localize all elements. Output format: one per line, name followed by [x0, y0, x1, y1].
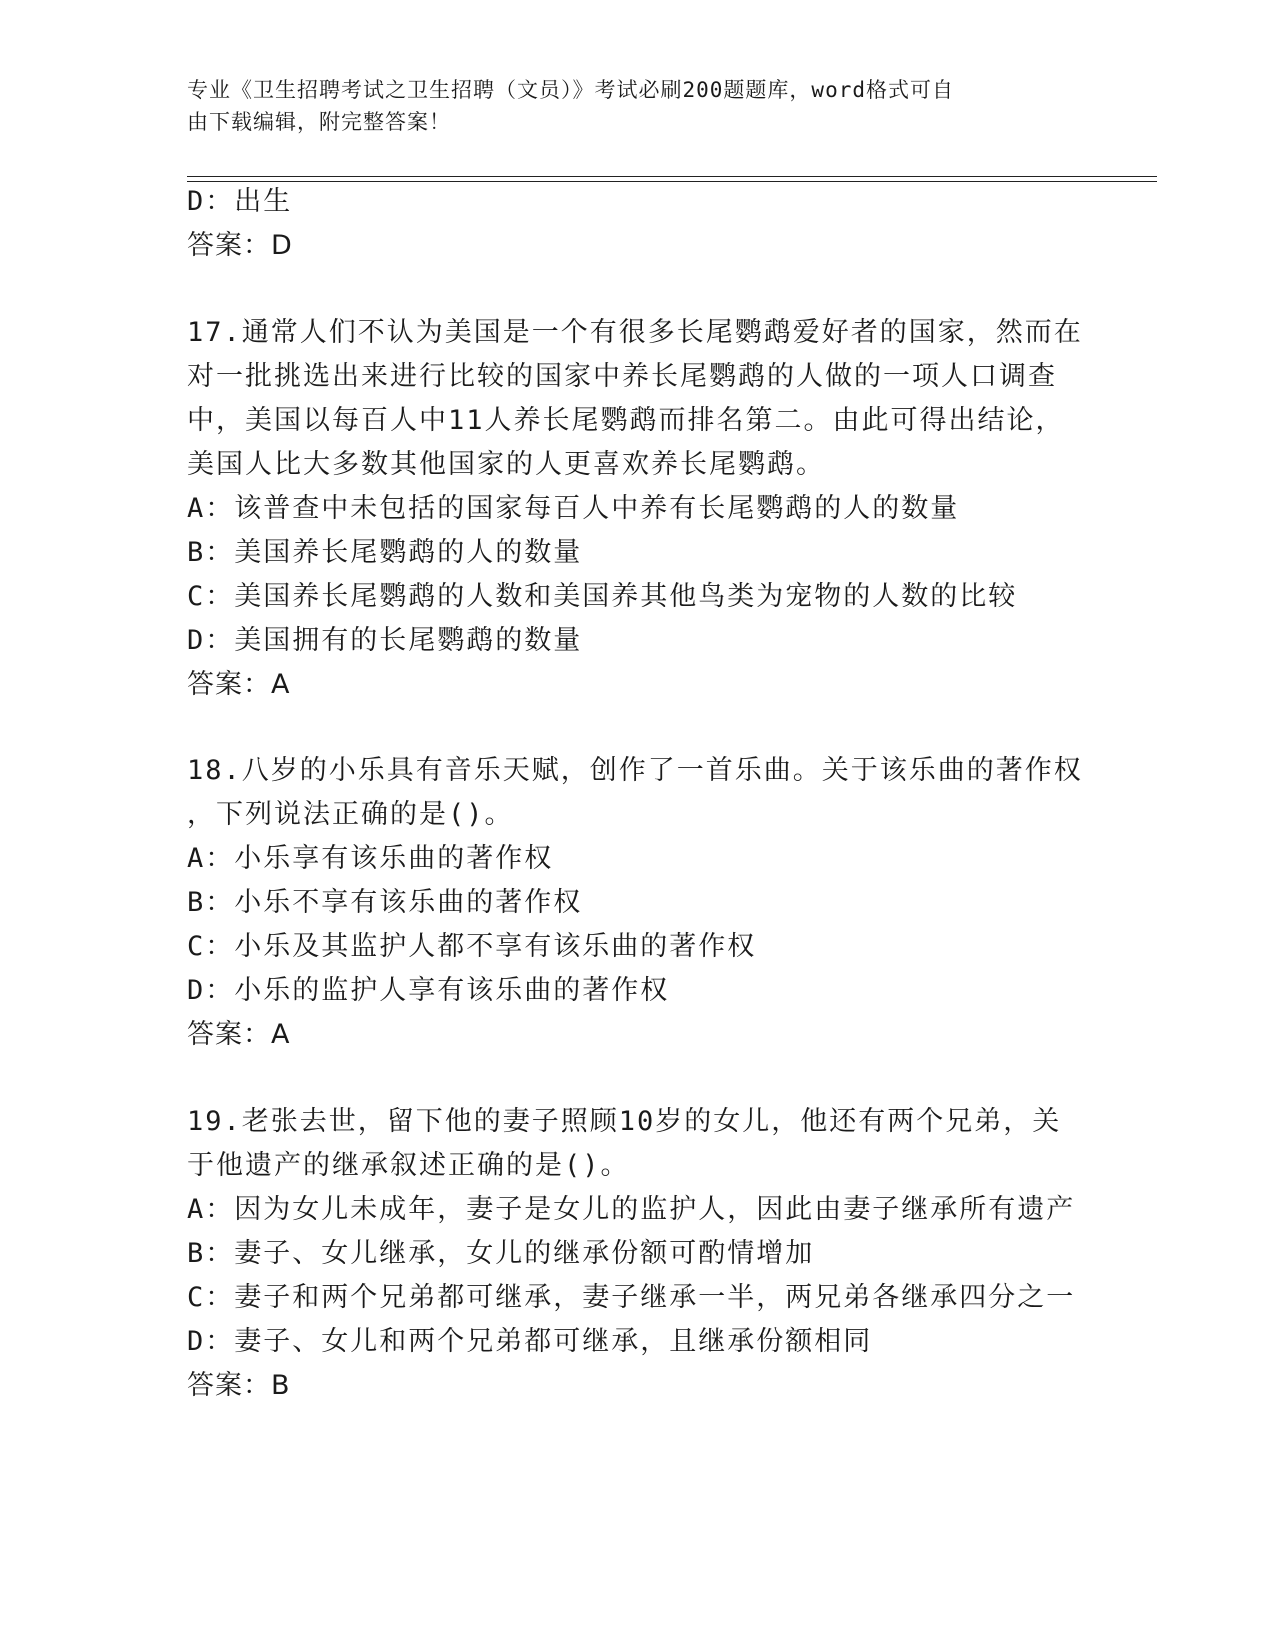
question-stem-line: 19.老张去世，留下他的妻子照顾10岁的女儿，他还有两个兄弟，关	[187, 1106, 1062, 1137]
option-c: C：妻子和两个兄弟都可继承，妻子继承一半，两兄弟各继承四分之一	[187, 1282, 1076, 1313]
header-divider-top	[187, 176, 1157, 177]
option-b: B：美国养长尾鹦鹉的人的数量	[187, 537, 583, 568]
option-d: D：美国拥有的长尾鹦鹉的数量	[187, 625, 583, 656]
option-b: B：小乐不享有该乐曲的著作权	[187, 887, 583, 918]
question-stem-line: 17.通常人们不认为美国是一个有很多长尾鹦鹉爱好者的国家，然而在	[187, 317, 1083, 348]
answer: 答案：B	[187, 1370, 291, 1401]
question-stem-line: ，下列说法正确的是()。	[187, 799, 514, 830]
option-c: C：小乐及其监护人都不享有该乐曲的著作权	[187, 931, 757, 962]
question-stem-line: 于他遗产的继承叙述正确的是()。	[187, 1150, 630, 1181]
option-c: C：美国养长尾鹦鹉的人数和美国养其他鸟类为宠物的人数的比较	[187, 581, 1018, 612]
header-line-2: 由下载编辑，附完整答案！	[187, 110, 451, 134]
option-a: A：因为女儿未成年，妻子是女儿的监护人，因此由妻子继承所有遗产	[187, 1194, 1076, 1225]
question-stem-line: 对一批挑选出来进行比较的国家中养长尾鹦鹉的人做的一项人口调查	[187, 361, 1057, 392]
option-d: D：妻子、女儿和两个兄弟都可继承，且继承份额相同	[187, 1326, 873, 1357]
answer: 答案：A	[187, 1019, 291, 1050]
document-header	[187, 74, 1067, 138]
option-a: A：小乐享有该乐曲的著作权	[187, 843, 554, 874]
prev-option-d: D：出生	[187, 186, 293, 217]
question-stem-line: 美国人比大多数其他国家的人更喜欢养长尾鹦鹉。	[187, 449, 825, 480]
question-stem-line: 18.八岁的小乐具有音乐天赋，创作了一首乐曲。关于该乐曲的著作权	[187, 755, 1083, 786]
header-line-1: 专业《卫生招聘考试之卫生招聘（文员）》考试必刷200题题库，word格式可自	[187, 78, 954, 102]
answer: 答案：A	[187, 669, 291, 700]
option-d: D：小乐的监护人享有该乐曲的著作权	[187, 975, 670, 1006]
option-a: A：该普查中未包括的国家每百人中养有长尾鹦鹉的人的数量	[187, 493, 960, 524]
prev-answer: 答案：D	[187, 230, 293, 261]
question-stem-line: 中，美国以每百人中11人养长尾鹦鹉而排名第二。由此可得出结论，	[187, 405, 1065, 436]
option-b: B：妻子、女儿继承，女儿的继承份额可酌情增加	[187, 1238, 815, 1269]
